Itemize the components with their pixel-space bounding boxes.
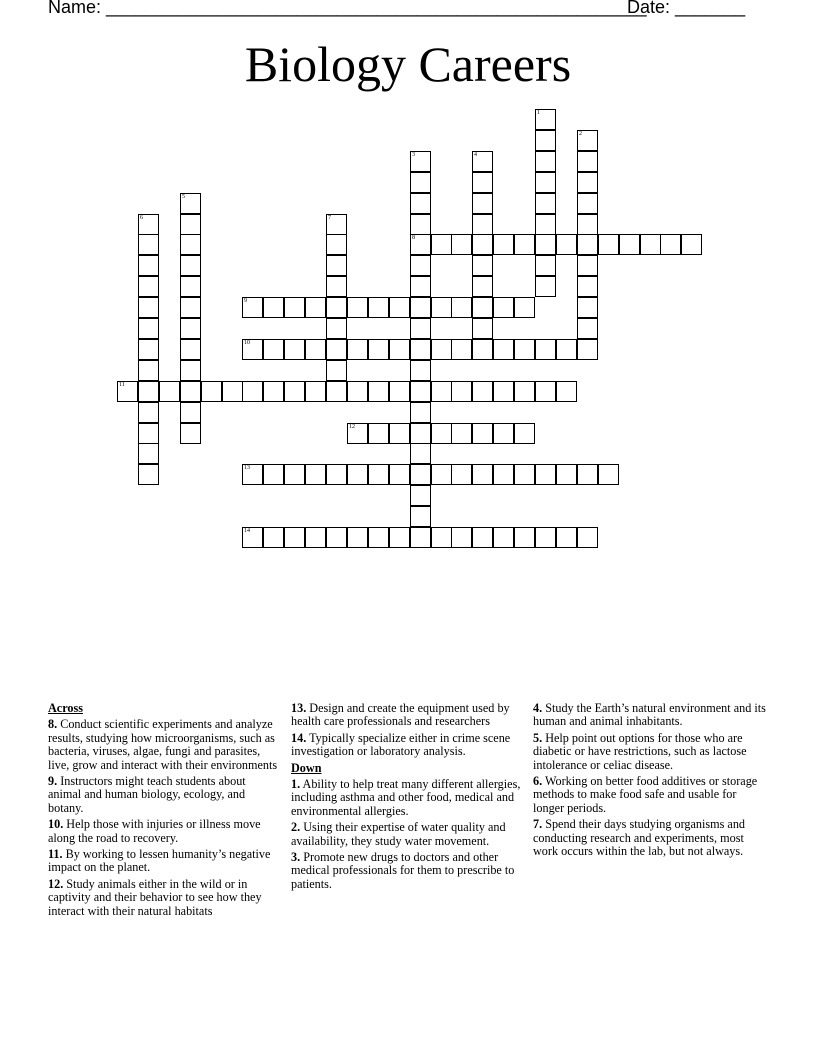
grid-cell[interactable] [242, 464, 263, 485]
grid-cell[interactable] [410, 339, 431, 360]
clue-across-14: 14. Typically specialize either in crime scene investigation or laboratory analysis. [291, 730, 511, 759]
grid-cell[interactable] [410, 443, 431, 464]
grid-cell[interactable] [451, 381, 472, 402]
grid-cell[interactable] [431, 527, 452, 548]
clue-across-10: 10. Help those with injuries or illness move along the road to recovery. [48, 817, 261, 845]
grid-cell[interactable] [535, 214, 556, 235]
grid-cell[interactable] [138, 255, 159, 276]
grid-cell[interactable] [410, 485, 431, 506]
clue-down-5: 5. Help point out options for those who are diabetic or have restrictions, such as lactose intolerance or celiac disease. [533, 730, 747, 772]
grid-cell[interactable] [389, 339, 410, 360]
clue-number: 7 [328, 215, 331, 221]
grid-cell[interactable] [138, 318, 159, 339]
grid-cell[interactable] [180, 402, 201, 423]
grid-cell[interactable] [493, 297, 514, 318]
grid-cell[interactable] [577, 214, 598, 235]
grid-cell[interactable] [326, 318, 347, 339]
grid-cell[interactable] [451, 464, 472, 485]
grid-cell[interactable] [577, 151, 598, 172]
grid-cell[interactable] [514, 423, 535, 444]
clue-number: 8 [412, 235, 415, 241]
grid-cell[interactable] [242, 381, 263, 402]
grid-cell[interactable] [347, 297, 368, 318]
grid-cell[interactable] [180, 318, 201, 339]
clue-across-8: 8. Conduct scientific experiments and analyze results, studying how microorganisms, such as bacteria, viruses, algae, fungi and parasites, live, grow and interact with their environments [48, 717, 278, 772]
grid-cell[interactable] [389, 527, 410, 548]
grid-cell[interactable] [535, 234, 556, 255]
clue-number: 5 [182, 194, 185, 200]
grid-cell[interactable] [535, 464, 556, 485]
grid-cell[interactable] [681, 234, 702, 255]
grid-cell[interactable] [138, 297, 159, 318]
grid-cell[interactable] [493, 527, 514, 548]
clue-across-13: 13. Design and create the equipment used by health care professionals and researchers [291, 701, 510, 729]
grid-cell[interactable] [347, 423, 368, 444]
grid-cell[interactable] [514, 339, 535, 360]
grid-cell[interactable] [451, 423, 472, 444]
grid-cell[interactable] [263, 464, 284, 485]
grid-cell[interactable] [577, 172, 598, 193]
grid-cell[interactable] [242, 339, 263, 360]
grid-cell[interactable] [493, 234, 514, 255]
grid-cell[interactable] [451, 339, 472, 360]
clue-number: 1 [537, 110, 540, 116]
grid-cell[interactable] [556, 527, 577, 548]
page-title: Biology Careers [244, 36, 572, 92]
grid-cell[interactable] [410, 234, 431, 255]
grid-cell[interactable] [305, 297, 326, 318]
grid-cell[interactable] [577, 255, 598, 276]
grid-cell[interactable] [159, 381, 180, 402]
grid-cell[interactable] [263, 527, 284, 548]
grid-cell[interactable] [535, 130, 556, 151]
grid-cell[interactable] [138, 381, 159, 402]
grid-cell[interactable] [180, 339, 201, 360]
grid-cell[interactable] [284, 297, 305, 318]
grid-cell[interactable] [431, 381, 452, 402]
grid-cell[interactable] [493, 381, 514, 402]
clue-across-11: 11. By working to lessen humanity’s negative impact on the planet. [48, 847, 271, 875]
grid-cell[interactable] [619, 234, 640, 255]
grid-cell[interactable] [556, 234, 577, 255]
grid-cell[interactable] [535, 527, 556, 548]
clue-down-4: 4. Study the Earth’s natural environment and its human and animal inhabitants. [533, 701, 766, 729]
clue-down-2: 2. Using their expertise of water quality and availability, they study water movement. [291, 820, 506, 848]
grid-cell[interactable] [431, 339, 452, 360]
grid-cell[interactable] [535, 109, 556, 130]
grid-cell[interactable] [263, 381, 284, 402]
grid-cell[interactable] [263, 297, 284, 318]
grid-cell[interactable] [410, 464, 431, 485]
grid-cell[interactable] [472, 276, 493, 297]
grid-cell[interactable] [535, 255, 556, 276]
grid-cell[interactable] [305, 464, 326, 485]
grid-cell[interactable] [451, 527, 472, 548]
grid-cell[interactable] [535, 339, 556, 360]
grid-cell[interactable] [431, 423, 452, 444]
clue-number: 12 [349, 424, 355, 430]
grid-cell[interactable] [347, 339, 368, 360]
grid-cell[interactable] [180, 297, 201, 318]
down-heading: Down [291, 760, 322, 775]
grid-cell[interactable] [556, 464, 577, 485]
date-field[interactable]: Date: _______ [627, 0, 746, 17]
across-heading: Across [48, 701, 83, 715]
grid-cell[interactable] [138, 339, 159, 360]
grid-cell[interactable] [180, 423, 201, 444]
grid-cell[interactable] [535, 193, 556, 214]
grid-cell[interactable] [535, 381, 556, 402]
grid-cell[interactable] [535, 151, 556, 172]
grid-cell[interactable] [472, 172, 493, 193]
grid-cell[interactable] [431, 297, 452, 318]
grid-cell[interactable] [389, 423, 410, 444]
grid-cell[interactable] [305, 339, 326, 360]
grid-cell[interactable] [514, 234, 535, 255]
clues-column-2 [291, 702, 526, 894]
grid-cell[interactable] [138, 360, 159, 381]
grid-cell[interactable] [410, 255, 431, 276]
clue-across-9: 9. Instructors might teach students about animal and human biology, ecology, and botany. [48, 774, 246, 815]
grid-cell[interactable] [284, 381, 305, 402]
clue-number: 14 [244, 528, 250, 534]
grid-cell[interactable] [410, 193, 431, 214]
grid-cell[interactable] [556, 339, 577, 360]
grid-cell[interactable] [222, 381, 243, 402]
grid-cell[interactable] [180, 381, 201, 402]
grid-cell[interactable] [180, 360, 201, 381]
grid-cell[interactable] [180, 214, 201, 235]
grid-cell[interactable] [201, 381, 222, 402]
grid-cell[interactable] [284, 464, 305, 485]
grid-cell[interactable] [389, 381, 410, 402]
grid-cell[interactable] [577, 130, 598, 151]
grid-cell[interactable] [389, 297, 410, 318]
grid-cell[interactable] [640, 234, 661, 255]
grid-cell[interactable] [472, 527, 493, 548]
grid-cell[interactable] [514, 381, 535, 402]
grid-cell[interactable] [138, 276, 159, 297]
grid-cell[interactable] [368, 464, 389, 485]
grid-cell[interactable] [410, 276, 431, 297]
clue-number: 3 [412, 152, 415, 158]
clue-number: 2 [579, 131, 582, 137]
grid-cell[interactable] [493, 339, 514, 360]
grid-cell[interactable] [180, 234, 201, 255]
grid-cell[interactable] [242, 527, 263, 548]
grid-cell[interactable] [472, 193, 493, 214]
clue-number: 10 [244, 340, 250, 346]
clue-number: 13 [244, 465, 250, 471]
clues-column-3 [533, 702, 769, 861]
clue-number: 6 [140, 215, 143, 221]
name-field[interactable]: Name: ______________________________________________________ [48, 0, 647, 17]
grid-cell[interactable] [138, 443, 159, 464]
grid-cell[interactable] [410, 151, 431, 172]
grid-cell[interactable] [326, 464, 347, 485]
grid-cell[interactable] [598, 464, 619, 485]
grid-cell[interactable] [389, 464, 410, 485]
grid-cell[interactable] [472, 151, 493, 172]
grid-cell[interactable] [472, 255, 493, 276]
grid-cell[interactable] [347, 381, 368, 402]
grid-cell[interactable] [493, 464, 514, 485]
grid-cell[interactable] [305, 381, 326, 402]
grid-cell[interactable] [347, 527, 368, 548]
grid-cell[interactable] [368, 381, 389, 402]
grid-cell[interactable] [472, 423, 493, 444]
grid-cell[interactable] [326, 297, 347, 318]
clue-down-7: 7. Spend their days studying organisms and conducting research and experiments, most work occurs within the lab, but not always. [533, 817, 746, 859]
grid-cell[interactable] [493, 423, 514, 444]
grid-cell[interactable] [472, 381, 493, 402]
grid-cell[interactable] [138, 464, 159, 485]
grid-cell[interactable] [598, 234, 619, 255]
grid-cell[interactable] [577, 527, 598, 548]
grid-cell[interactable] [284, 339, 305, 360]
grid-cell[interactable] [577, 276, 598, 297]
clue-number: 9 [244, 298, 247, 304]
grid-cell[interactable] [117, 381, 138, 402]
grid-cell[interactable] [180, 255, 201, 276]
grid-cell[interactable] [138, 402, 159, 423]
grid-cell[interactable] [347, 464, 368, 485]
grid-cell[interactable] [577, 234, 598, 255]
clues-column-1 [48, 702, 280, 921]
grid-cell[interactable] [410, 318, 431, 339]
grid-cell[interactable] [660, 234, 681, 255]
grid-cell[interactable] [472, 464, 493, 485]
grid-cell[interactable] [410, 297, 431, 318]
grid-cell[interactable] [368, 423, 389, 444]
grid-cell[interactable] [326, 234, 347, 255]
grid-cell[interactable] [368, 339, 389, 360]
clue-down-6: 6. Working on better food additives or storage methods to make food safe and usable for longer periods. [533, 774, 758, 815]
grid-cell[interactable] [577, 464, 598, 485]
grid-cell[interactable] [577, 297, 598, 318]
grid-cell[interactable] [410, 381, 431, 402]
grid-cell[interactable] [472, 297, 493, 318]
clue-across-12: 12. Study animals either in the wild or in captivity and their behavior to see how they interact with their natural habitats [48, 876, 262, 918]
clue-down-1: 1. Ability to help treat many different allergies, including asthma and other food, medical and environmental allergies. [291, 777, 521, 818]
grid-cell[interactable] [431, 464, 452, 485]
grid-cell[interactable] [305, 527, 326, 548]
clue-number: 4 [474, 152, 477, 158]
grid-cell[interactable] [326, 360, 347, 381]
grid-cell[interactable] [242, 297, 263, 318]
clue-down-3: 3. Promote new drugs to doctors and other medical professionals for them to prescribe to patients. [291, 850, 515, 891]
grid-cell[interactable] [556, 381, 577, 402]
grid-cell[interactable] [577, 339, 598, 360]
grid-cell[interactable] [180, 276, 201, 297]
grid-cell[interactable] [472, 234, 493, 255]
grid-cell[interactable] [535, 276, 556, 297]
grid-cell[interactable] [368, 297, 389, 318]
grid-cell[interactable] [138, 214, 159, 235]
grid-cell[interactable] [451, 297, 472, 318]
grid-cell[interactable] [138, 423, 159, 444]
grid-cell[interactable] [514, 527, 535, 548]
grid-cell[interactable] [410, 360, 431, 381]
grid-cell[interactable] [410, 527, 431, 548]
grid-cell[interactable] [410, 214, 431, 235]
grid-cell[interactable] [472, 339, 493, 360]
grid-cell[interactable] [514, 297, 535, 318]
grid-cell[interactable] [514, 464, 535, 485]
grid-cell[interactable] [326, 255, 347, 276]
grid-cell[interactable] [410, 423, 431, 444]
grid-cell[interactable] [451, 234, 472, 255]
grid-cell[interactable] [535, 172, 556, 193]
grid-cell[interactable] [431, 234, 452, 255]
grid-cell[interactable] [326, 214, 347, 235]
grid-cell[interactable] [326, 339, 347, 360]
grid-cell[interactable] [410, 506, 431, 527]
grid-cell[interactable] [284, 527, 305, 548]
grid-cell[interactable] [472, 214, 493, 235]
grid-cell[interactable] [410, 172, 431, 193]
grid-cell[interactable] [326, 276, 347, 297]
grid-cell[interactable] [410, 402, 431, 423]
grid-cell[interactable] [138, 234, 159, 255]
grid-cell[interactable] [577, 318, 598, 339]
grid-cell[interactable] [577, 193, 598, 214]
grid-cell[interactable] [326, 381, 347, 402]
clue-number: 11 [119, 382, 125, 388]
grid-cell[interactable] [180, 193, 201, 214]
grid-cell[interactable] [368, 527, 389, 548]
grid-cell[interactable] [263, 339, 284, 360]
grid-cell[interactable] [326, 527, 347, 548]
grid-cell[interactable] [472, 318, 493, 339]
